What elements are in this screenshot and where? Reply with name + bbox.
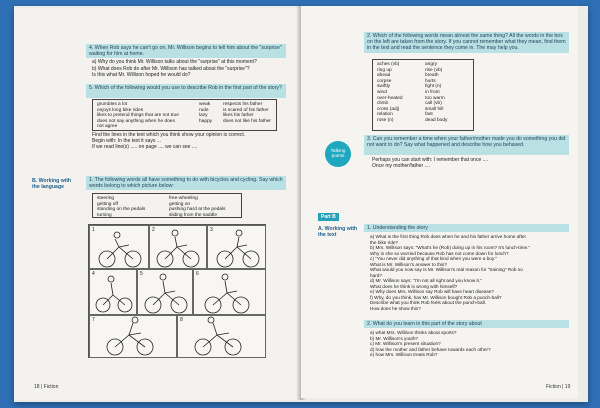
learn-items: a) what Mrs. Willison thinks about sports? b) Mr. Willison's youth? c) Mr. Willison's present situation? d) how the mother and father behave towards each other? e) how Mrs. Willison treats Rob?: [370, 330, 491, 357]
cycling-illustration: [88, 224, 266, 358]
left-page-number: 18 | Fiction: [34, 384, 59, 390]
talking-points-label: Talking points: [330, 148, 346, 159]
section-a-heading: A. Working with the text: [318, 226, 358, 238]
panel-number: 1: [92, 227, 95, 233]
cycling-col-2: free-wheeling getting on pushing hard at the pedals sliding from the saddle: [169, 196, 226, 218]
synonym-col-1: aches (vb) ring up ahead corpse swiftly wind over-heated climb cross (adj) relation rose (n): [377, 62, 403, 123]
understanding-band: 1. Understanding the story: [364, 224, 569, 232]
describe-col-2: weak rude lazy happy: [199, 102, 213, 124]
synonym-box: [372, 59, 474, 131]
describe-col-1: grumbles a lot enjoys long bike rides likes to pretend things that are not true does not say anything when he does not agree: [97, 102, 179, 130]
synonym-col-2: angry rise (vb) breath hurts fight (n) in front too warm call (vb) small hill fast dead body: [425, 62, 448, 123]
question-3-start: Perhaps you can start with: I remember that once .... Once my mother/father ....: [372, 157, 489, 169]
right-page-number: Fiction | 19: [546, 384, 571, 390]
describe-rob-box: [92, 99, 277, 131]
panel-number: 2: [152, 227, 155, 233]
question-4b: b) What does Rob do after Mr. Willison has talked about the "surprise"? Is this what Mr. Willison hoped he would do?: [92, 66, 250, 78]
bicycle-drawings: [89, 225, 267, 359]
panel-number: 5: [140, 271, 143, 277]
question-4-band: 4. When Rob says he can't go on, Mr. Willison begins to tell him about the "surprise" waiting for him at home.: [86, 44, 286, 58]
cycling-col-1: steering getting off standing on the pedals turning: [97, 196, 146, 218]
learn-band: 2. What do you learn in this part of the story about: [364, 320, 569, 328]
panel-number: 7: [92, 317, 95, 323]
cycling-words-box: [92, 193, 242, 218]
panel-number: 4: [92, 271, 95, 277]
talking-points-badge: [325, 141, 351, 167]
understanding-items: a) What is the first thing Rob does when he and his father arrive home after the bike ride? b) Mrs. Willison says: "What's he (Rob) doing up in his room? It's lunch-time." Why is she so worried because Rob has not come down for lunch? c) "You never did anything of that kind when you were a boy." What is Mr. Willison's answer to this? What would you now say is Mr. Willison's real reason for "training" Rob so hard? d) Mr. Willison says: "I'm not all right and you know it." What does he think is wrong with himself? e) Why does Mrs. Willison say Rob will have heart disease? f) Why, do you think, has Mr. Willison bought Rob a punch-ball? Describe what you think Rob feels about the punch-ball. How does he show this?: [370, 234, 531, 311]
find-lines-instruction: Find the lines in the text which you think show your opinion is correct. Begin with: In the text it says ... If we read line(s) ..... on page .... we can see ....: [92, 132, 246, 150]
question-5-band: 5. Which of the following would you use to describe Rob in the first part of the story?: [86, 84, 286, 98]
question-1-band: 1. The following words all have something to do with bicycles and cycling. Say which words belong to which picture below:: [86, 176, 286, 190]
part-b-label: Part B: [318, 213, 339, 221]
panel-number: 6: [196, 271, 199, 277]
panel-number: 3: [210, 227, 213, 233]
section-b-heading: B. Working with the language: [32, 178, 72, 190]
question-2-band: 2. Which of the following words mean almost the same thing? All the words in the box on the left are taken from the story. If you cannot remember what they mean, find them in the text and read the sentence they come in. The may help you.: [364, 32, 569, 53]
panel-number: 8: [180, 317, 183, 323]
question-4a: a) Why do you think Mr. Willison talks about the "surprise" at this moment?: [92, 59, 257, 65]
question-3-band: 3. Can you remember a time when your father/mother made you do something you did not want to do? Say what happened and describe how you behaved.: [364, 135, 569, 155]
describe-col-3: respects his father is scared of his father likes his father does not like his father: [223, 102, 271, 124]
